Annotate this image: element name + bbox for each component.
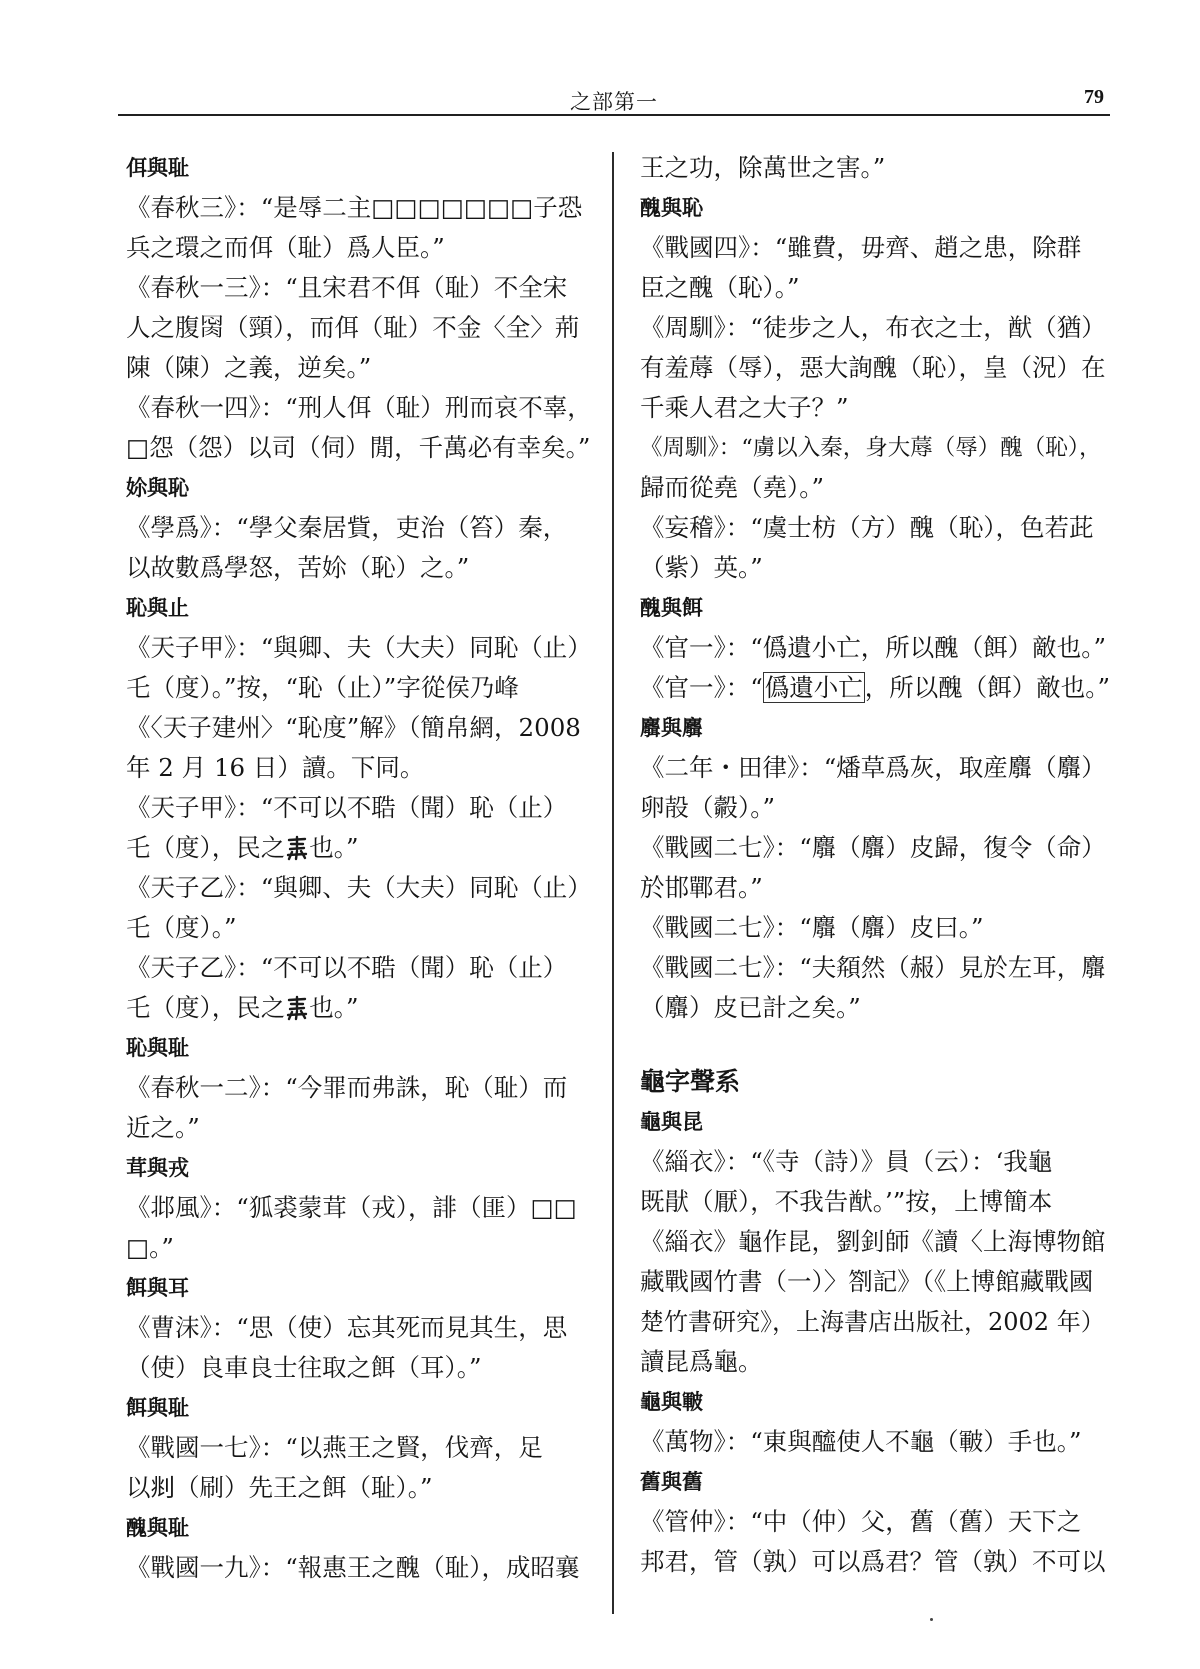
page-number: 79 — [1084, 86, 1104, 108]
text-segment: 乇（度），民之 — [126, 993, 286, 1022]
text-line: 《戰國二七》：“麛（麛）皮歸，復令（命） — [640, 833, 1106, 862]
entry-heading: 龜與皸 — [640, 1390, 703, 1414]
entry-heading: 醜與餌 — [640, 596, 703, 620]
text-line: 歸而從堯（堯）。” — [640, 473, 825, 502]
text-line: 《戰國二七》：“夫頯然（赧）見於左耳，麛 — [640, 953, 1106, 982]
footer-mark — [930, 1618, 933, 1621]
text-line: 年 2 月 16 日）讀。下同。 — [126, 753, 425, 782]
text-line: 《天子乙》：“與卿、夫（大夫）同恥（止） — [126, 873, 592, 902]
text-line: 《學爲》：“學父秦居貲，吏治（笞）秦， — [126, 513, 568, 542]
text-line: 乇（度）。”按，“恥（止）”字從侯乃峰 — [126, 673, 519, 702]
section-heading: 龜字聲系 — [640, 1067, 741, 1096]
section-spacer — [640, 1028, 1110, 1062]
text-line: 《曹沫》：“思（使）忘其死而見其生，思 — [126, 1313, 568, 1342]
text-line: 《戰國一九》：“報惠王之醜（耻），成昭襄 — [126, 1553, 580, 1582]
text-segment: 乇（度），民之 — [126, 833, 286, 862]
entry-heading: 恥與止 — [126, 596, 189, 620]
entry-heading: 舊與舊 — [640, 1470, 703, 1494]
text-line: 《春秋一四》：“刑人佴（耻）刑而哀不辜， — [126, 393, 592, 422]
text-line: 《春秋三》：“是辱二主□□□□□□□子恐 — [126, 193, 583, 222]
entry-heading: 茸與戎 — [126, 1156, 189, 1180]
ancient-character-glyph-icon — [285, 995, 309, 1021]
text-line: 《官一》：“僞遺小亡，所以醜（餌）敵也。” — [640, 633, 1107, 662]
text-line: 邦君，管（孰）可以爲君？管（孰）不可以 — [640, 1547, 1106, 1576]
text-line: 《〈天子建州〉“恥度”解》（簡帛網，2008 — [126, 713, 581, 742]
boxed-text: 僞遺小亡 — [764, 673, 863, 702]
text-line: 《戰國一七》：“以燕王之賢，伐齊，足 — [126, 1433, 543, 1462]
text-line: 《天子甲》：“與卿、夫（大夫）同恥（止） — [126, 633, 592, 662]
entry-heading: 醜與恥 — [640, 196, 703, 220]
text-line: 人之腹𦛂（頸），而佴（耻）不金〈全〉荊 — [126, 313, 580, 342]
text-line: 《周馴》：“虜以入秦，身大蓐（辱）醜（恥）， — [640, 435, 1102, 461]
entry-heading: 恥與耻 — [126, 1036, 189, 1060]
text-line: 兵之環之而佴（耻）爲人臣。” — [126, 233, 445, 262]
text-line: 《天子甲》：“不可以不聕（聞）恥（止） — [126, 793, 568, 822]
text-line: 《緇衣》：“《寺（詩）》員（云）：‘我龜 — [640, 1147, 1053, 1176]
text-line: 讀昆爲龜。 — [640, 1347, 763, 1376]
text-line: □。” — [126, 1233, 174, 1262]
text-line: 楚竹書研究》，上海書店出版社，2002 年） — [640, 1308, 1105, 1336]
text-line: 《緇衣》龜作昆，劉釗師《讀〈上海博物館 — [640, 1227, 1106, 1256]
text-line: 《周馴》：“徒步之人，布衣之士，猷（猶） — [640, 313, 1106, 342]
entry-heading: 餌與耻 — [126, 1396, 189, 1420]
entry-heading: 佴與耻 — [126, 156, 189, 180]
text-line: 《二年・田律》：“燔草爲灰，取産麛（麛） — [640, 753, 1106, 782]
text-line: 藏戰國竹書（一）〉劄記》（《上博館藏戰國 — [640, 1267, 1094, 1296]
text-line: 近之。” — [126, 1113, 200, 1142]
running-header — [118, 84, 1110, 116]
text-line: 《萬物》：“東與醯使人不龜（皸）手也。” — [640, 1427, 1082, 1456]
text-line: 有羞蓐（辱），惡大詢醜（恥），皇（況）在 — [640, 353, 1106, 382]
text-line: （使）良車良士往取之餌（耳）。” — [126, 1353, 482, 1382]
entry-heading: 龜與昆 — [640, 1110, 703, 1134]
text-line: 千乘人君之大子？” — [640, 393, 849, 422]
text-line: （紫）英。” — [640, 553, 763, 582]
text-line: 乇（度）。” — [126, 913, 237, 942]
right-column — [640, 148, 1110, 1582]
entry-heading: 㚷與恥 — [126, 476, 189, 500]
text-line: 以故數爲學怒，苦㚷（恥）之。” — [126, 553, 470, 582]
text-line — [640, 668, 1110, 708]
text-line: 《天子乙》：“不可以不聕（聞）恥（止） — [126, 953, 568, 982]
text-line — [126, 828, 592, 868]
text-line — [126, 988, 592, 1028]
text-line: （麛）皮已計之矣。” — [640, 993, 861, 1022]
text-line: 卵㱿（㲉）。” — [640, 793, 776, 822]
text-segment: 也。” — [309, 833, 359, 862]
text-line: 《邶風》：“狐裘蒙茸（戎），誹（匪）□□ — [126, 1193, 577, 1222]
text-line: 臣之醜（恥）。” — [640, 273, 800, 302]
text-line: 《管仲》：“中（仲）父，舊（舊）天下之 — [640, 1507, 1082, 1536]
text-line: 王之功，除萬世之害。” — [640, 153, 886, 182]
ancient-character-glyph-icon — [285, 835, 309, 861]
entry-heading: 醜與耻 — [126, 1516, 189, 1540]
header-title: 之部第一 — [570, 90, 658, 114]
text-line: 既猒（厭），不我告猷。’”按，上博簡本 — [640, 1187, 1053, 1216]
text-line: 《春秋一二》：“今罪而弗誅，恥（耻）而 — [126, 1073, 568, 1102]
text-line: 《妄稽》：“虞士枋（方）醜（恥），色若茈 — [640, 513, 1094, 542]
text-line: 《戰國二七》：“麛（麛）皮曰。” — [640, 913, 984, 942]
text-segment: ，所以醜（餌）敵也。” — [864, 673, 1111, 702]
text-line: 《春秋一三》：“且宋君不佴（耻）不全宋 — [126, 273, 568, 302]
text-line: 於邯鄲君。” — [640, 873, 763, 902]
entry-heading: 餌與耳 — [126, 1276, 189, 1300]
column-divider — [612, 152, 614, 1614]
text-line: 《戰國四》：“雖費，毋齊、趙之患，除群 — [640, 233, 1082, 262]
entry-heading: 麛與麛 — [640, 716, 703, 740]
text-segment: 《官一》：“ — [640, 673, 763, 702]
text-line: □怨（怨）以司（伺）閒，千萬必有幸矣。” — [126, 433, 591, 462]
text-line: 以𠛪（刷）先王之餌（耻）。” — [126, 1473, 433, 1502]
text-line: 陳（陳）之義，逆矣。” — [126, 353, 372, 382]
text-segment: 也。” — [309, 993, 359, 1022]
left-column — [126, 148, 592, 1588]
